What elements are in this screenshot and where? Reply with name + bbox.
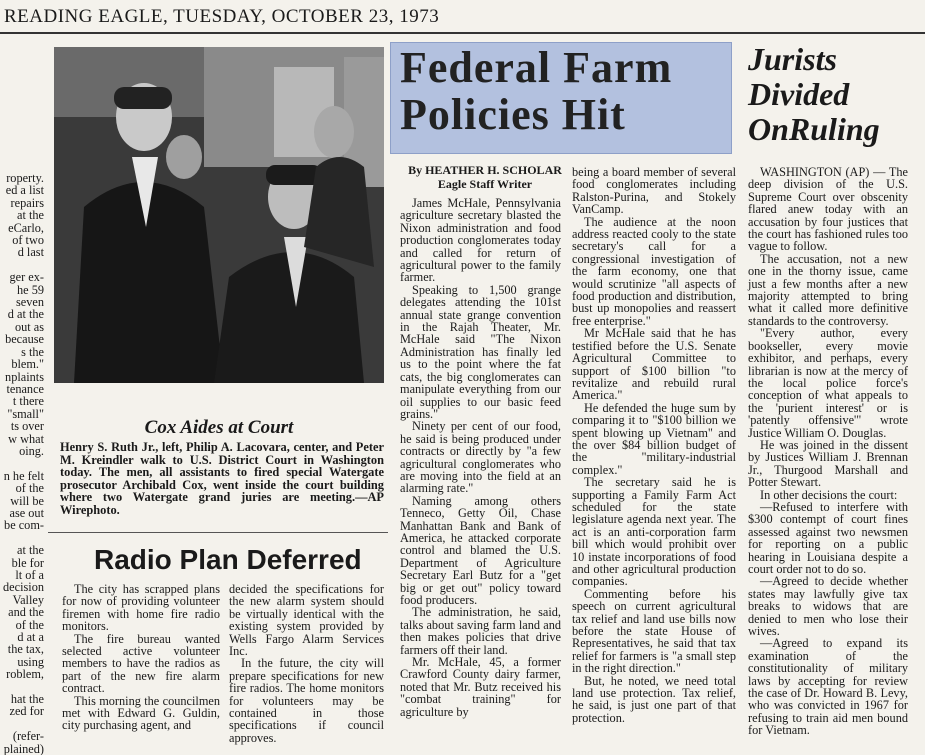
fragment-line: because	[5, 332, 44, 347]
fragment-line: of the	[15, 617, 44, 632]
paragraph: "Every author, every bookseller, every movie exhibitor, and perhaps, every librarian is now at the mercy of the local police force's conception of what appeals to the 'purient interest' or is 'patently offensive'" wrote Justice William O. Douglas.	[748, 326, 908, 440]
paragraph: WASHINGTON (AP) — The deep division of the U.S. Supreme Court over obscenity flared anew today with an accusation by four justices that the court has fashioned rules too vague to follow.	[748, 165, 908, 254]
fragment-line: w what	[8, 431, 44, 446]
fragment-line: roblem,	[6, 667, 44, 682]
fragment-line: s the	[21, 344, 44, 359]
paragraph: The administration, he said, talks about saving farm land and then makes policies that drive farmers off their land.	[400, 605, 561, 657]
fragment-line: zed for	[9, 704, 44, 719]
fragment-line: lt of a	[15, 568, 44, 582]
paragraph: In other decisions the court:	[760, 487, 898, 502]
fragment-line: Valley	[12, 592, 44, 607]
paragraph: He defended the huge sum by comparing it to "$100 billion we spent blowing up Vietnam" and the over $84 billion budget of the "military-industrial complex."	[572, 400, 736, 477]
paragraph: Naming among others Tenneco, Getty Oil, Chase Manhattan Bank and Bank of America, he attacked corporate control and blamed the U.S. Department of Agriculture Secretary Earl Butz for a "get big or get out" policy toward food producers.	[400, 493, 561, 607]
fragment-line: ed a list	[5, 183, 44, 198]
paragraph: The city has scrapped plans for now of providing volunteer firemen with home fire radio monitors.	[62, 582, 220, 634]
paragraph: The accusation, not a new one in the thorny issue, came just a few months after a new majority attempted to bring what it called more definitive standards to the controversy.	[748, 251, 908, 328]
fragment-line: the tax,	[7, 642, 44, 657]
photo-illustration	[54, 47, 384, 383]
fragment-line: d at the	[7, 307, 44, 322]
fragment-line: of the	[15, 481, 44, 496]
paragraph: The audience at the noon address reacted cooly to the state secretary's call for a congressional investigation of the farm economy, one that would scrutinize "all aspects of food production and distribution, bust up monopolies and reassert free enterprise."	[572, 214, 736, 328]
paragraph: But, he noted, we need total land use protection. Tax relief, he said, is just one part of that protection.	[572, 673, 736, 725]
fragment-line: "small"	[7, 406, 44, 421]
fragment-line: roperty.	[6, 172, 44, 185]
fragment-line: he 59	[17, 282, 44, 297]
fragment-line: ble for	[11, 555, 44, 570]
left-column-fragments	[0, 172, 44, 755]
paragraph: being a board member of several food conglomerates including Ralston-Purina, and Stokely VanCamp.	[572, 165, 736, 217]
farm-col-2	[572, 166, 736, 724]
fragment-line: (refer-	[12, 729, 44, 744]
fragment-line: plained)	[3, 741, 44, 755]
paragraph: —Refused to interfere with $300 contempt of court fines assessed against two newsmen for reporting on a public hearing in Louisiana despite a court order not to do so.	[748, 499, 908, 576]
section-rule	[48, 532, 388, 533]
fragment-line: tenance	[6, 381, 44, 396]
fragment-line: and the	[8, 605, 44, 620]
fragment-line: out as	[14, 319, 44, 334]
fragment-line: d at a	[17, 630, 44, 645]
masthead-rule	[0, 32, 925, 34]
byline-title: Eagle Staff Writer	[437, 177, 533, 191]
fragment-line: eCarlo,	[8, 220, 44, 235]
fragment-line: t there	[12, 394, 44, 409]
paragraph: He was joined in the dissent by Justices William J. Brennan Jr., Thurgood Marshall and Potter Stewart.	[748, 437, 908, 490]
paragraph: Mr McHale said that he has testified before the U.S. Senate Agricultural Committee to support of $100 billion "to revitalize and rebuild rural America."	[572, 326, 736, 403]
jurists-headline: Jurists Divided OnRuling	[748, 41, 880, 147]
fragment-line: hat the	[10, 692, 44, 707]
fragment-line: oing.	[19, 443, 44, 458]
fragment-line: d last	[17, 245, 44, 260]
fragment-line: ase out	[9, 505, 44, 520]
photo-caption: Henry S. Ruth Jr., left, Philip A. Lacovara, center, and Peter M. Kreindler walk to U.S. District Court in Washington today. The men, all assistants to fired special Watergate prosecutor Archibald Cox, went inside the court building where two Watergate grand juries are meeting.—AP Wirephoto.	[60, 440, 384, 517]
paragraph: James McHale, Pennsylvania agriculture secretary blasted the Nixon administration and food production conglomerates today and called for return of agricultural power to the family farmer.	[400, 196, 561, 285]
fragment-line: n he felt	[3, 468, 44, 483]
radio-col-2	[229, 583, 384, 744]
fragment-line: ger ex-	[9, 270, 44, 285]
farm-headline: Federal Farm Policies Hit	[400, 43, 673, 139]
paragraph: Mr. McHale, 45, a former Crawford County dairy farmer, noted that Mr. Butz received his "combat training" for agriculture by	[400, 655, 561, 719]
fragment-line: at the	[17, 208, 44, 223]
paragraph: —Agreed to expand its examination of the constitutionality of military laws by accepting for review the case of Dr. Howard B. Levy, who was convicted in 1967 for refusing to train aid men bound for Vietnam.	[748, 636, 908, 738]
fragment-line: repairs	[10, 195, 44, 210]
fragment-line	[0, 457, 44, 469]
masthead: READING EAGLE, TUESDAY, OCTOBER 23, 1973	[4, 6, 440, 27]
paragraph: In the future, the city will prepare specifications for new fire radios. The home monitors for volunteers may be contained in those specifications if council approves.	[229, 656, 384, 745]
jurists-body	[748, 166, 908, 737]
fragment-line: be com-	[4, 518, 44, 533]
fragment-line: decision	[3, 580, 44, 595]
fragment-line: blem."	[11, 357, 44, 372]
fragment-line: will be	[10, 493, 44, 508]
paragraph: Commenting before his speech on current agricultural tax relief and land use bills now before the state House of Representatives, he said that tax relief for farmers is "a small step in the right direction."	[572, 586, 736, 676]
farm-byline	[400, 163, 570, 191]
paragraph: The fire bureau wanted selected active volunteer members to have the radios as part of the new fire alarm contract.	[62, 631, 220, 696]
fragment-line: at the	[17, 543, 44, 558]
farm-col-1	[400, 197, 561, 718]
paragraph: decided the specifications for the new alarm system should be virtually identical with the existing system provided by Wells Fargo Alarm Services Inc.	[229, 582, 384, 659]
byline-author: By HEATHER H. SCHOLAR	[408, 163, 562, 177]
paragraph: Ninety per cent of our food, he said is being produced under contracts or directly by "a few agricultural conglomerates who are moving into the field at an alarming rate."	[400, 419, 561, 496]
paragraph: —Agreed to decide whether states may lawfully give tax breaks to widows that are denied to men who lose their wives.	[748, 574, 908, 639]
fragment-line: nplaints	[5, 369, 44, 384]
news-photo	[54, 47, 384, 383]
fragment-line: seven	[16, 295, 44, 310]
photo-caption-head: Cox Aides at Court	[144, 417, 294, 438]
paragraph: The secretary said he is supporting a Family Farm Act scheduled for the state legislature agenda next year. The act is an anti-corporation farm bill which would prohibit over 10 instate incorporations of food and other agricultural production companies.	[572, 475, 736, 589]
fragment-line: ts over	[10, 419, 44, 434]
fragment-line: using	[17, 654, 44, 669]
radio-col-1	[62, 583, 220, 732]
fragment-line: of two	[12, 233, 44, 248]
paragraph: This morning the councilmen met with Edward G. Guldin, city purchasing agent, and	[62, 693, 220, 733]
radio-headline: Radio Plan Deferred	[94, 544, 362, 575]
paragraph: Speaking to 1,500 grange delegates attending the 101st annual state grange convention in the Rajah Theater, Mr. McHale said "The Nixon Administration has finally led us to the point where the fat cats, the big conglomerates can manipulate everything from our oil supplies to our basic feed grains."	[400, 282, 561, 421]
